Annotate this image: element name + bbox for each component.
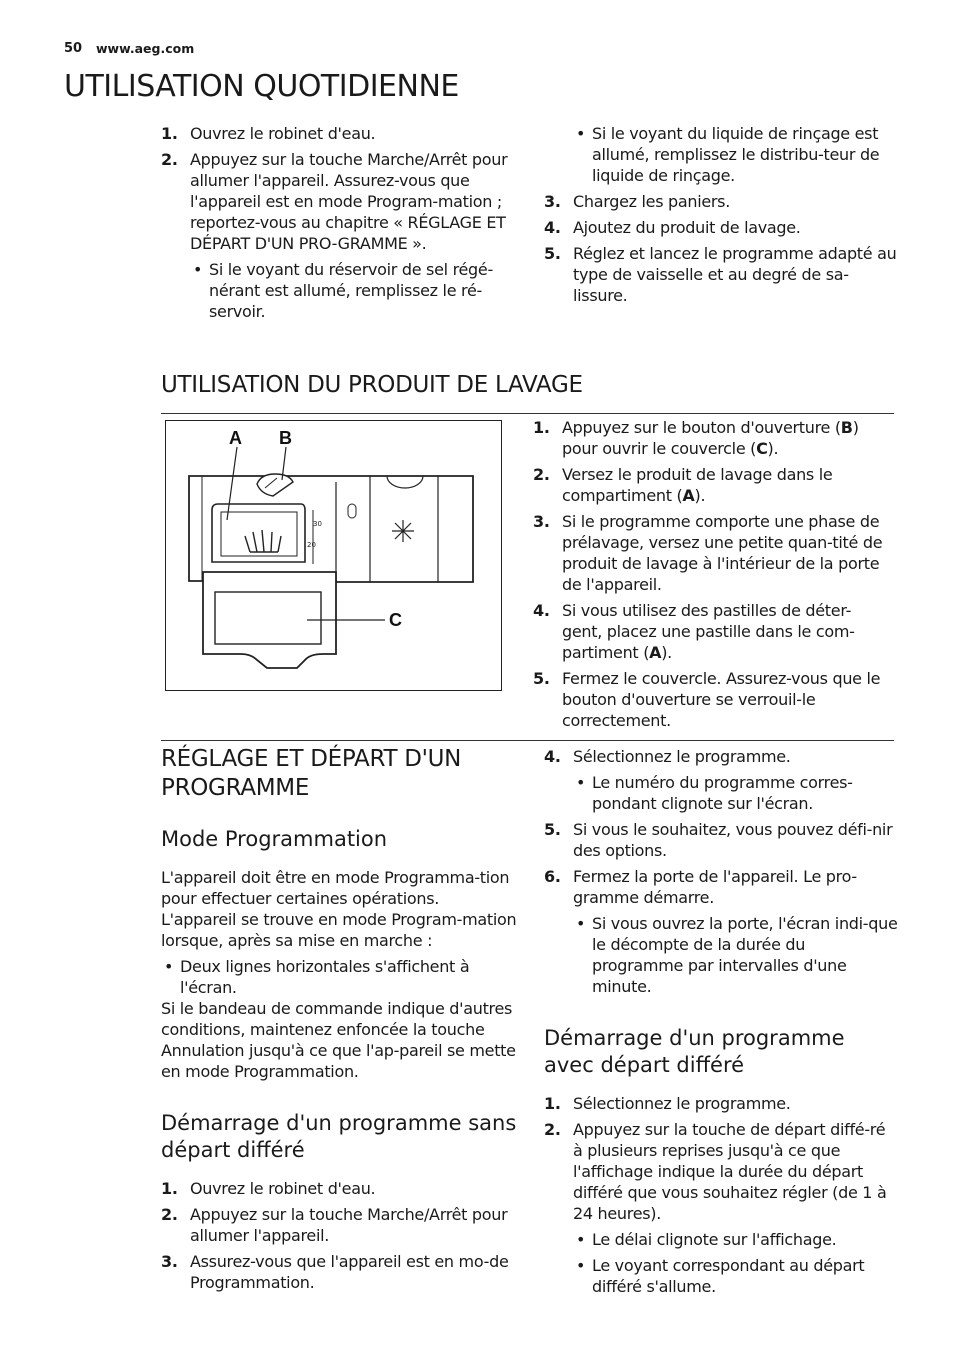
setting-steps (544, 746, 898, 997)
page-title: UTILISATION QUOTIDIENNE (64, 69, 459, 104)
step-text: Appuyez sur le bouton d'ouverture ( (562, 418, 841, 437)
setting-right-column (544, 746, 898, 1002)
section-divider (161, 413, 894, 414)
step-text: Fermez la porte de l'appareil. Le pro-gramme démarre. (573, 867, 857, 907)
bullet-item: • Le voyant correspondant au départ différé s'allume. (573, 1255, 898, 1297)
step-ref: A (649, 643, 662, 662)
bullet-list (573, 772, 898, 814)
bullet-item: • Le numéro du programme corres-pondant clignote sur l'écran. (573, 772, 898, 814)
step-number: 2. (161, 150, 178, 169)
step-number: 2. (544, 1120, 561, 1139)
step-number: 3. (161, 1252, 178, 1271)
delay-steps-column (544, 1093, 898, 1302)
step-text: Fermez le couvercle. Assurez-vous que le bouton d'ouverture se verrouil-le correctement. (562, 669, 881, 730)
step-ref: B (840, 418, 853, 437)
step-text: Sélectionnez le programme. (573, 1094, 791, 1113)
step-number: 4. (544, 747, 561, 766)
list-item (533, 600, 891, 663)
subsection-title-no-delay: Démarrage d'un programme sans départ différé (161, 1111, 517, 1162)
list-item (544, 217, 898, 238)
list-item (161, 1251, 517, 1293)
step-number: 3. (544, 192, 561, 211)
step-text: Si vous le souhaitez, vous pouvez défi-nir des options. (573, 820, 893, 860)
step-number: 1. (533, 418, 550, 437)
sun-symbol-icon (392, 520, 414, 542)
list-item (544, 1119, 898, 1297)
list-item (544, 191, 898, 212)
list-item (161, 123, 516, 144)
step-text: Chargez les paniers. (573, 192, 731, 211)
step-text: Appuyez sur la touche de départ diffé-ré à plusieurs reprises jusqu'à ce que l'affichage indique la durée du départ différé que vous souhaitez régler (de 1 à 24 heures). (573, 1120, 887, 1223)
bullet-list (573, 1229, 898, 1297)
step-number: 6. (544, 867, 561, 886)
step-ref: A (682, 486, 695, 505)
label-b: B (279, 428, 292, 448)
list-item (533, 464, 891, 506)
step-ref: C (756, 439, 768, 458)
step-number: 5. (544, 820, 561, 839)
list-item (161, 1204, 517, 1246)
list-item (544, 1093, 898, 1114)
step-text: Appuyez sur la touche Marche/Arrêt pour allumer l'appareil. (190, 1205, 508, 1245)
mode-text-block (161, 867, 517, 1082)
section-title-setting: RÉGLAGE ET DÉPART D'UN PROGRAMME (161, 746, 462, 801)
bullet-list (190, 259, 516, 322)
step-text: Si vous utilisez des pastilles de déter-gent, placez une pastille dans le com-partiment ( (562, 601, 855, 662)
intro-steps-right (544, 191, 898, 306)
step-text: Versez le produit de lavage dans le compartiment ( (562, 465, 833, 505)
step-text: Réglez et lancez le programme adapté au type de vaisselle et au degré de sa-lissure. (573, 244, 897, 305)
step-text: Ajoutez du produit de lavage. (573, 218, 801, 237)
subsection-title-delay: Démarrage d'un programme avec départ différé (544, 1026, 845, 1077)
website-url: www.aeg.com (96, 41, 195, 56)
list-item (533, 417, 891, 459)
bullet-item: • Deux lignes horizontales s'affichent à l'écran. (161, 956, 517, 998)
no-delay-steps-column (161, 1178, 517, 1298)
step-number: 1. (544, 1094, 561, 1113)
label-c: C (389, 610, 402, 630)
dose-mark-20: 20 (307, 541, 316, 549)
list-item (544, 866, 898, 997)
section-title-detergent: UTILISATION DU PRODUIT DE LAVAGE (161, 372, 583, 398)
list-item (544, 819, 898, 861)
step-number: 5. (544, 244, 561, 263)
step-text: Assurez-vous que l'appareil est en mo-de Programmation. (190, 1252, 509, 1292)
list-item (544, 243, 898, 306)
bullet-item: • Le délai clignote sur l'affichage. (573, 1229, 898, 1250)
step-text: ). (661, 643, 672, 662)
step-text: Si le programme comporte une phase de prélavage, versez une petite quan-tité de produit de lavage à l'intérieur de la porte de l'appareil. (562, 512, 883, 594)
bullet-list (573, 913, 898, 997)
step-text: Appuyez sur la touche Marche/Arrêt pour allumer l'appareil. Assurez-vous que l'appareil est en mode Program-mation ; reportez-vous au chapitre « RÉGLAGE ET DÉPART D'UN PRO-GRAMME ». (190, 150, 508, 253)
list-item (161, 1178, 517, 1199)
subsection-title-mode: Mode Programmation (161, 827, 388, 851)
page-number: 50 (64, 41, 83, 56)
step-number: 4. (544, 218, 561, 237)
delay-steps (544, 1093, 898, 1297)
step-number: 2. (161, 1205, 178, 1224)
intro-left-column (161, 123, 516, 327)
mode-paragraph-1: L'appareil doit être en mode Programma-tion pour effectuer certaines opérations. L'appareil se trouve en mode Program-mation lorsque, après sa mise en marche : (161, 868, 517, 950)
step-number: 2. (533, 465, 550, 484)
dose-mark-30: 30 (313, 520, 322, 528)
bullet-item: • Si le voyant du liquide de rinçage est allumé, remplissez le distribu-teur de liquide de rinçage. (573, 123, 898, 186)
list-item (544, 746, 898, 814)
label-a: A (229, 428, 242, 448)
step-text: Ouvrez le robinet d'eau. (190, 124, 376, 143)
step-number: 1. (161, 124, 178, 143)
bullet-list (161, 956, 517, 998)
step-number: 1. (161, 1179, 178, 1198)
step-text: Sélectionnez le programme. (573, 747, 791, 766)
step-text: ). (694, 486, 706, 505)
bullet-list (544, 123, 898, 186)
step-number: 4. (533, 601, 550, 620)
list-item (533, 668, 891, 731)
list-item (533, 511, 891, 595)
list-item (161, 149, 516, 322)
bullet-item: • Si vous ouvrez la porte, l'écran indi-que le décompte de la durée du programme par intervalles d'une minute. (573, 913, 898, 997)
no-delay-steps (161, 1178, 517, 1293)
step-text: ) pour ouvrir le couvercle ( (562, 418, 859, 458)
intro-right-column (544, 123, 898, 311)
step-number: 5. (533, 669, 550, 688)
mode-paragraph-2: Si le bandeau de commande indique d'autres conditions, maintenez enfoncée la touche Annulation jusqu'à ce que l'ap-pareil se mette en mode Programmation. (161, 999, 516, 1081)
detergent-steps-column (533, 417, 891, 736)
section-divider (161, 740, 894, 741)
intro-steps-left (161, 123, 516, 322)
step-text: Ouvrez le robinet d'eau. (190, 1179, 376, 1198)
detergent-dispenser-figure (165, 420, 502, 691)
step-text: ). (767, 439, 779, 458)
bullet-item: • Si le voyant du réservoir de sel régé-nérant est allumé, remplissez le ré-servoir. (190, 259, 516, 322)
detergent-steps (533, 417, 891, 731)
step-number: 3. (533, 512, 550, 531)
